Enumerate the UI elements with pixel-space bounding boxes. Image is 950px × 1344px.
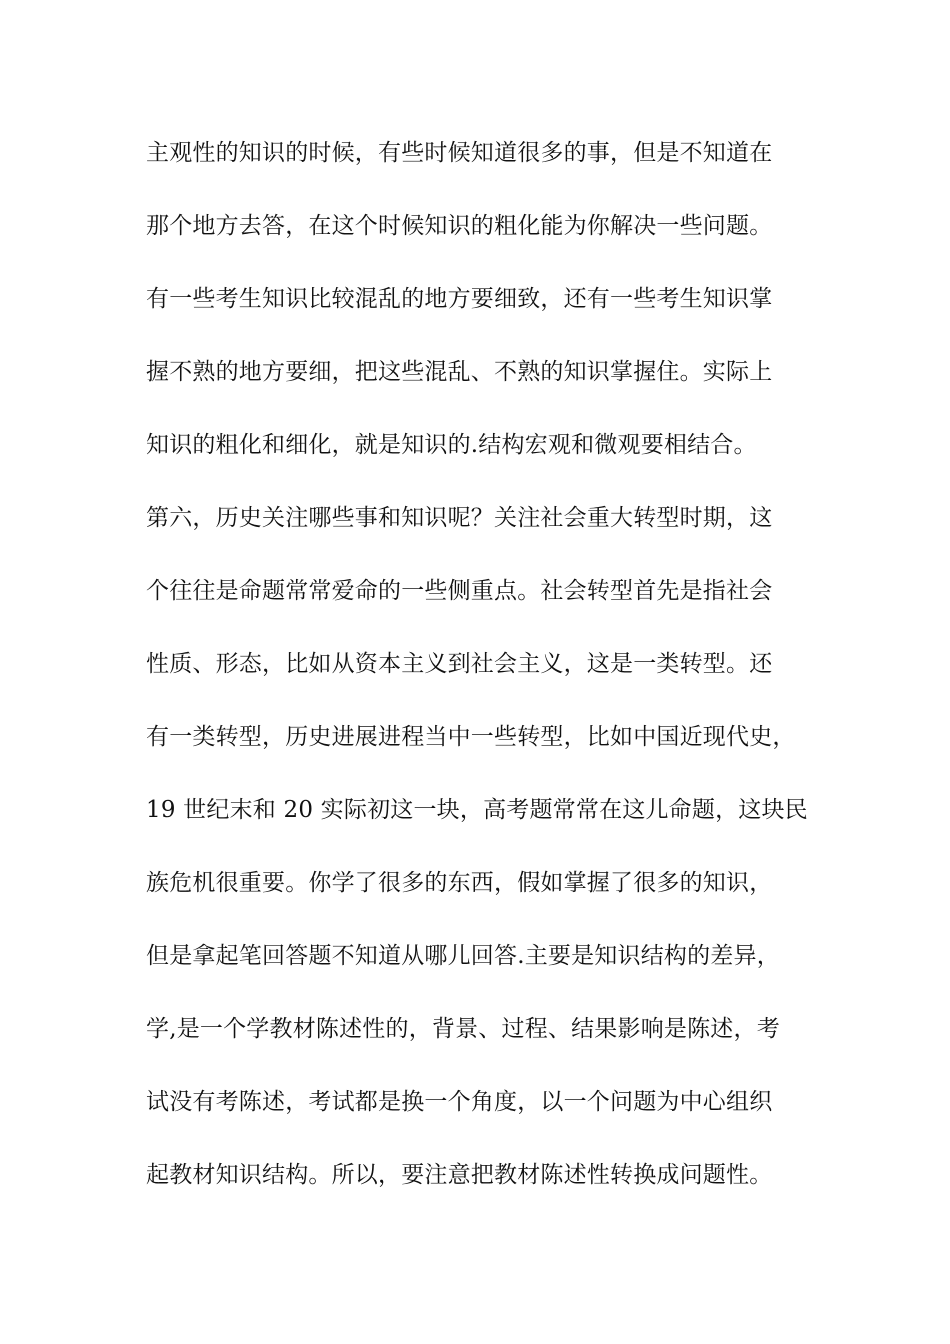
text-line: 知识的粗化和细化，就是知识的.结构宏观和微观要相结合。 <box>146 432 757 458</box>
text-line: 学,是一个学教材陈述性的，背景、过程、结果影响是陈述，考 <box>146 1016 780 1042</box>
text-line: 个往往是命题常常爱命的一些侧重点。社会转型首先是指社会 <box>146 578 773 604</box>
text-line: 族危机很重要。你学了很多的东西，假如掌握了很多的知识， <box>146 870 773 896</box>
text-line: 握不熟的地方要细，把这些混乱、不熟的知识掌握住。实际上 <box>146 359 773 385</box>
text-line: 那个地方去答，在这个时候知识的粗化能为你解决一些问题。 <box>146 213 773 239</box>
text-line: 试没有考陈述，考试都是换一个角度，以一个问题为中心组织 <box>146 1089 773 1115</box>
text-line: 有一类转型，历史进展进程当中一些转型，比如中国近现代史， <box>146 724 796 750</box>
text-line: 性质、形态，比如从资本主义到社会主义，这是一类转型。还 <box>146 651 773 677</box>
text-line: 19 世纪末和 20 实际初这一块，高考题常常在这儿命题，这块民 <box>146 797 808 823</box>
text-line: 起教材知识结构。所以，要注意把教材陈述性转换成问题性。 <box>146 1162 773 1188</box>
text-line: 主观性的知识的时候，有些时候知道很多的事，但是不知道在 <box>146 140 773 166</box>
text-line: 有一些考生知识比较混乱的地方要细致，还有一些考生知识掌 <box>146 286 773 312</box>
text-line: 但是拿起笔回答题不知道从哪儿回答.主要是知识结构的差异， <box>146 943 780 969</box>
body-text <box>146 128 846 1223</box>
text-line: 第六，历史关注哪些事和知识呢？关注社会重大转型时期，这 <box>146 505 773 531</box>
